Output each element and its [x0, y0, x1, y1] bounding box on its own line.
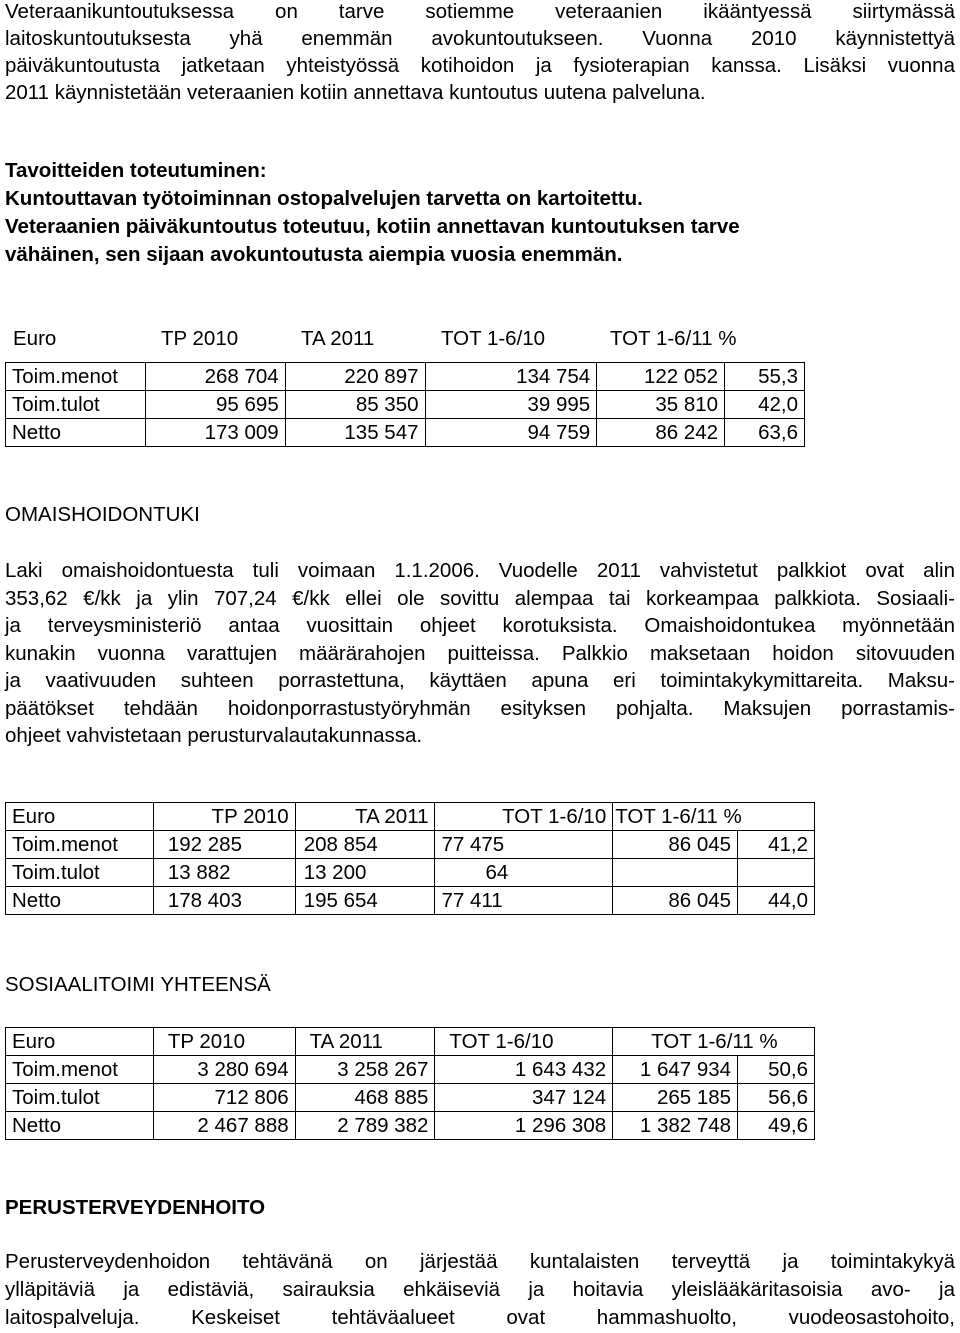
cell-value: 77 475: [435, 831, 613, 859]
cell-percent: 63,6: [725, 419, 805, 447]
omaishoito-heading: OMAISHOIDONTUKI: [5, 503, 200, 526]
goals-section: [5, 157, 955, 269]
omaishoito-table-grid: [5, 802, 815, 915]
table-row: [6, 1112, 815, 1140]
paragraph-line: ja terveysministeriö antaa vuosittain ohjeet korotuksista. Omaishoidontukea myönnetään: [5, 614, 955, 637]
paragraph-line: ohjeet vahvistetaan perusturvalautakunnassa.: [5, 724, 423, 747]
perusterveydenhoito-paragraph: [5, 1248, 955, 1332]
table-row: [6, 419, 805, 447]
cell-value: 1 382 748: [613, 1112, 738, 1140]
cell-value: 208 854: [295, 831, 435, 859]
header-cell: TOT 1-6/11 %: [613, 803, 815, 831]
cell-value: 64: [435, 859, 613, 887]
intro-line: laitoskuntoutuksesta yhä enemmän avokuntoutukseen. Vuonna 2010 käynnistettyä: [5, 27, 955, 50]
table-row: [6, 831, 815, 859]
header-cell: TA 2011: [301, 327, 375, 350]
veteran-table-grid: [5, 325, 811, 353]
cell-value: [613, 859, 738, 887]
cell-value: 2 789 382: [295, 1112, 435, 1140]
sosiaalitoimi-table: [5, 1027, 815, 1140]
table-row: [6, 391, 805, 419]
intro-line: päiväkuntoutusta jatketaan yhteistyössä kotihoidon ja fysioterapian kanssa. Lisäksi vuonna: [5, 54, 955, 77]
table-header-row: [6, 803, 815, 831]
table-header-row: [5, 325, 811, 353]
paragraph-line: ja vaativuuden suhteen porrastettuna, käyttäen apuna eri toimintakykymittareita. Maksu-: [5, 669, 955, 692]
intro-paragraph: [5, 0, 955, 106]
cell-value: 35 810: [597, 391, 725, 419]
cell-value: 192 285: [153, 831, 295, 859]
cell-percent: 49,6: [738, 1112, 815, 1140]
omaishoito-paragraph: [5, 557, 955, 750]
cell-value: 86 242: [597, 419, 725, 447]
cell-percent: 56,6: [738, 1084, 815, 1112]
cell-value: 77 411: [435, 887, 613, 915]
header-cell: TP 2010: [153, 803, 295, 831]
intro-line: Veteraanikuntoutuksessa on tarve sotiemme veteraanien ikääntyessä siirtymässä: [5, 0, 955, 23]
veteran-values-grid: [5, 362, 805, 447]
table-row: [6, 859, 815, 887]
cell-value: 173 009: [145, 419, 285, 447]
perusterveydenhoito-heading: PERUSTERVEYDENHOITO: [5, 1196, 266, 1219]
goals-line: vähäinen, sen sijaan avokuntoutusta aiempia vuosia enemmän.: [5, 243, 623, 266]
cell-percent: [738, 859, 815, 887]
cell-value: 122 052: [597, 363, 725, 391]
goals-line: Veteraanien päiväkuntoutus toteutuu, kotiin annettavan kuntoutuksen tarve: [5, 215, 740, 238]
header-cell: Euro: [13, 327, 57, 350]
cell-value: 13 882: [153, 859, 295, 887]
cell-value: 13 200: [295, 859, 435, 887]
intro-line: 2011 käynnistetään veteraanien kotiin annettava kuntoutus uutena palveluna.: [5, 81, 706, 104]
row-label: Netto: [6, 1112, 154, 1140]
veteran-table: [5, 325, 811, 447]
cell-value: 195 654: [295, 887, 435, 915]
header-cell: TOT 1-6/11 %: [613, 1028, 815, 1056]
paragraph-line: päätökset tehdään hoidonporrastustyöryhmän esityksen pohjalta. Maksujen porrastamis-: [5, 696, 955, 720]
cell-value: 86 045: [613, 887, 738, 915]
cell-value: 1 296 308: [435, 1112, 613, 1140]
row-label: Netto: [6, 887, 154, 915]
cell-value: 134 754: [425, 363, 597, 391]
cell-value: 85 350: [285, 391, 425, 419]
cell-value: 347 124: [435, 1084, 613, 1112]
header-cell: TOT 1-6/10: [435, 1028, 613, 1056]
row-label: Toim.menot: [6, 831, 154, 859]
cell-percent: 55,3: [725, 363, 805, 391]
header-cell: TP 2010: [161, 327, 239, 350]
cell-value: 178 403: [153, 887, 295, 915]
cell-value: 468 885: [295, 1084, 435, 1112]
cell-value: 39 995: [425, 391, 597, 419]
header-cell: TOT 1-6/10: [441, 327, 546, 350]
header-cell: TA 2011: [295, 803, 435, 831]
row-label: Toim.tulot: [6, 1084, 154, 1112]
row-label: Toim.tulot: [6, 391, 146, 419]
cell-value: 135 547: [285, 419, 425, 447]
table-header-row: [6, 1028, 815, 1056]
cell-value: 95 695: [145, 391, 285, 419]
table-row: [6, 363, 805, 391]
table-row: [6, 1084, 815, 1112]
cell-percent: 50,6: [738, 1056, 815, 1084]
table-row: [6, 1056, 815, 1084]
cell-value: 1 647 934: [613, 1056, 738, 1084]
cell-value: 265 185: [613, 1084, 738, 1112]
paragraph-line: Laki omaishoidontuesta tuli voimaan 1.1.2006. Vuodelle 2011 vahvistetut palkkiot ovat alin: [5, 559, 955, 582]
cell-value: 3 280 694: [153, 1056, 295, 1084]
cell-value: 2 467 888: [153, 1112, 295, 1140]
cell-value: 86 045: [613, 831, 738, 859]
table-row: [6, 887, 815, 915]
sosiaalitoimi-heading: SOSIAALITOIMI YHTEENSÄ: [5, 973, 271, 996]
paragraph-line: ylläpitäviä ja edistäviä, sairauksia ehkäiseviä ja hoitavia yleislääkäritasoisia avo- ja: [5, 1278, 955, 1301]
sosiaalitoimi-table-grid: [5, 1027, 815, 1140]
cell-percent: 41,2: [738, 831, 815, 859]
cell-value: 712 806: [153, 1084, 295, 1112]
paragraph-line: laitospalveluja. Keskeiset tehtäväalueet ovat hammashuolto, vuodeosastohoito,: [5, 1306, 955, 1329]
header-cell: TA 2011: [295, 1028, 435, 1056]
cell-value: 268 704: [145, 363, 285, 391]
omaishoito-table: [5, 802, 815, 915]
header-cell: TP 2010: [153, 1028, 295, 1056]
header-cell: Euro: [6, 1028, 154, 1056]
row-label: Toim.tulot: [6, 859, 154, 887]
goals-title: Tavoitteiden toteutuminen:: [5, 159, 267, 182]
cell-percent: 44,0: [738, 887, 815, 915]
cell-percent: 42,0: [725, 391, 805, 419]
paragraph-line: Perusterveydenhoidon tehtävänä on järjestää kuntalaisten terveyttä ja toimintakykyä: [5, 1250, 955, 1273]
header-cell: TOT 1-6/11 %: [610, 327, 737, 350]
header-cell: TOT 1-6/10: [435, 803, 613, 831]
goals-line: Kuntouttavan työtoiminnan ostopalvelujen tarvetta on kartoitettu.: [5, 187, 643, 210]
cell-value: 1 643 432: [435, 1056, 613, 1084]
cell-value: 94 759: [425, 419, 597, 447]
paragraph-line: 353,62 €/kk ja ylin 707,24 €/kk ellei ole sovittu alempaa tai korkeampaa palkkiota. Sosiaali-: [5, 586, 955, 610]
row-label: Toim.menot: [6, 1056, 154, 1084]
cell-value: 220 897: [285, 363, 425, 391]
row-label: Netto: [6, 419, 146, 447]
paragraph-line: kunakin vuonna varattujen määrärahojen puitteissa. Palkkio maksetaan hoidon sitovuuden: [5, 641, 955, 665]
row-label: Toim.menot: [6, 363, 146, 391]
header-cell: Euro: [6, 803, 154, 831]
cell-value: 3 258 267: [295, 1056, 435, 1084]
